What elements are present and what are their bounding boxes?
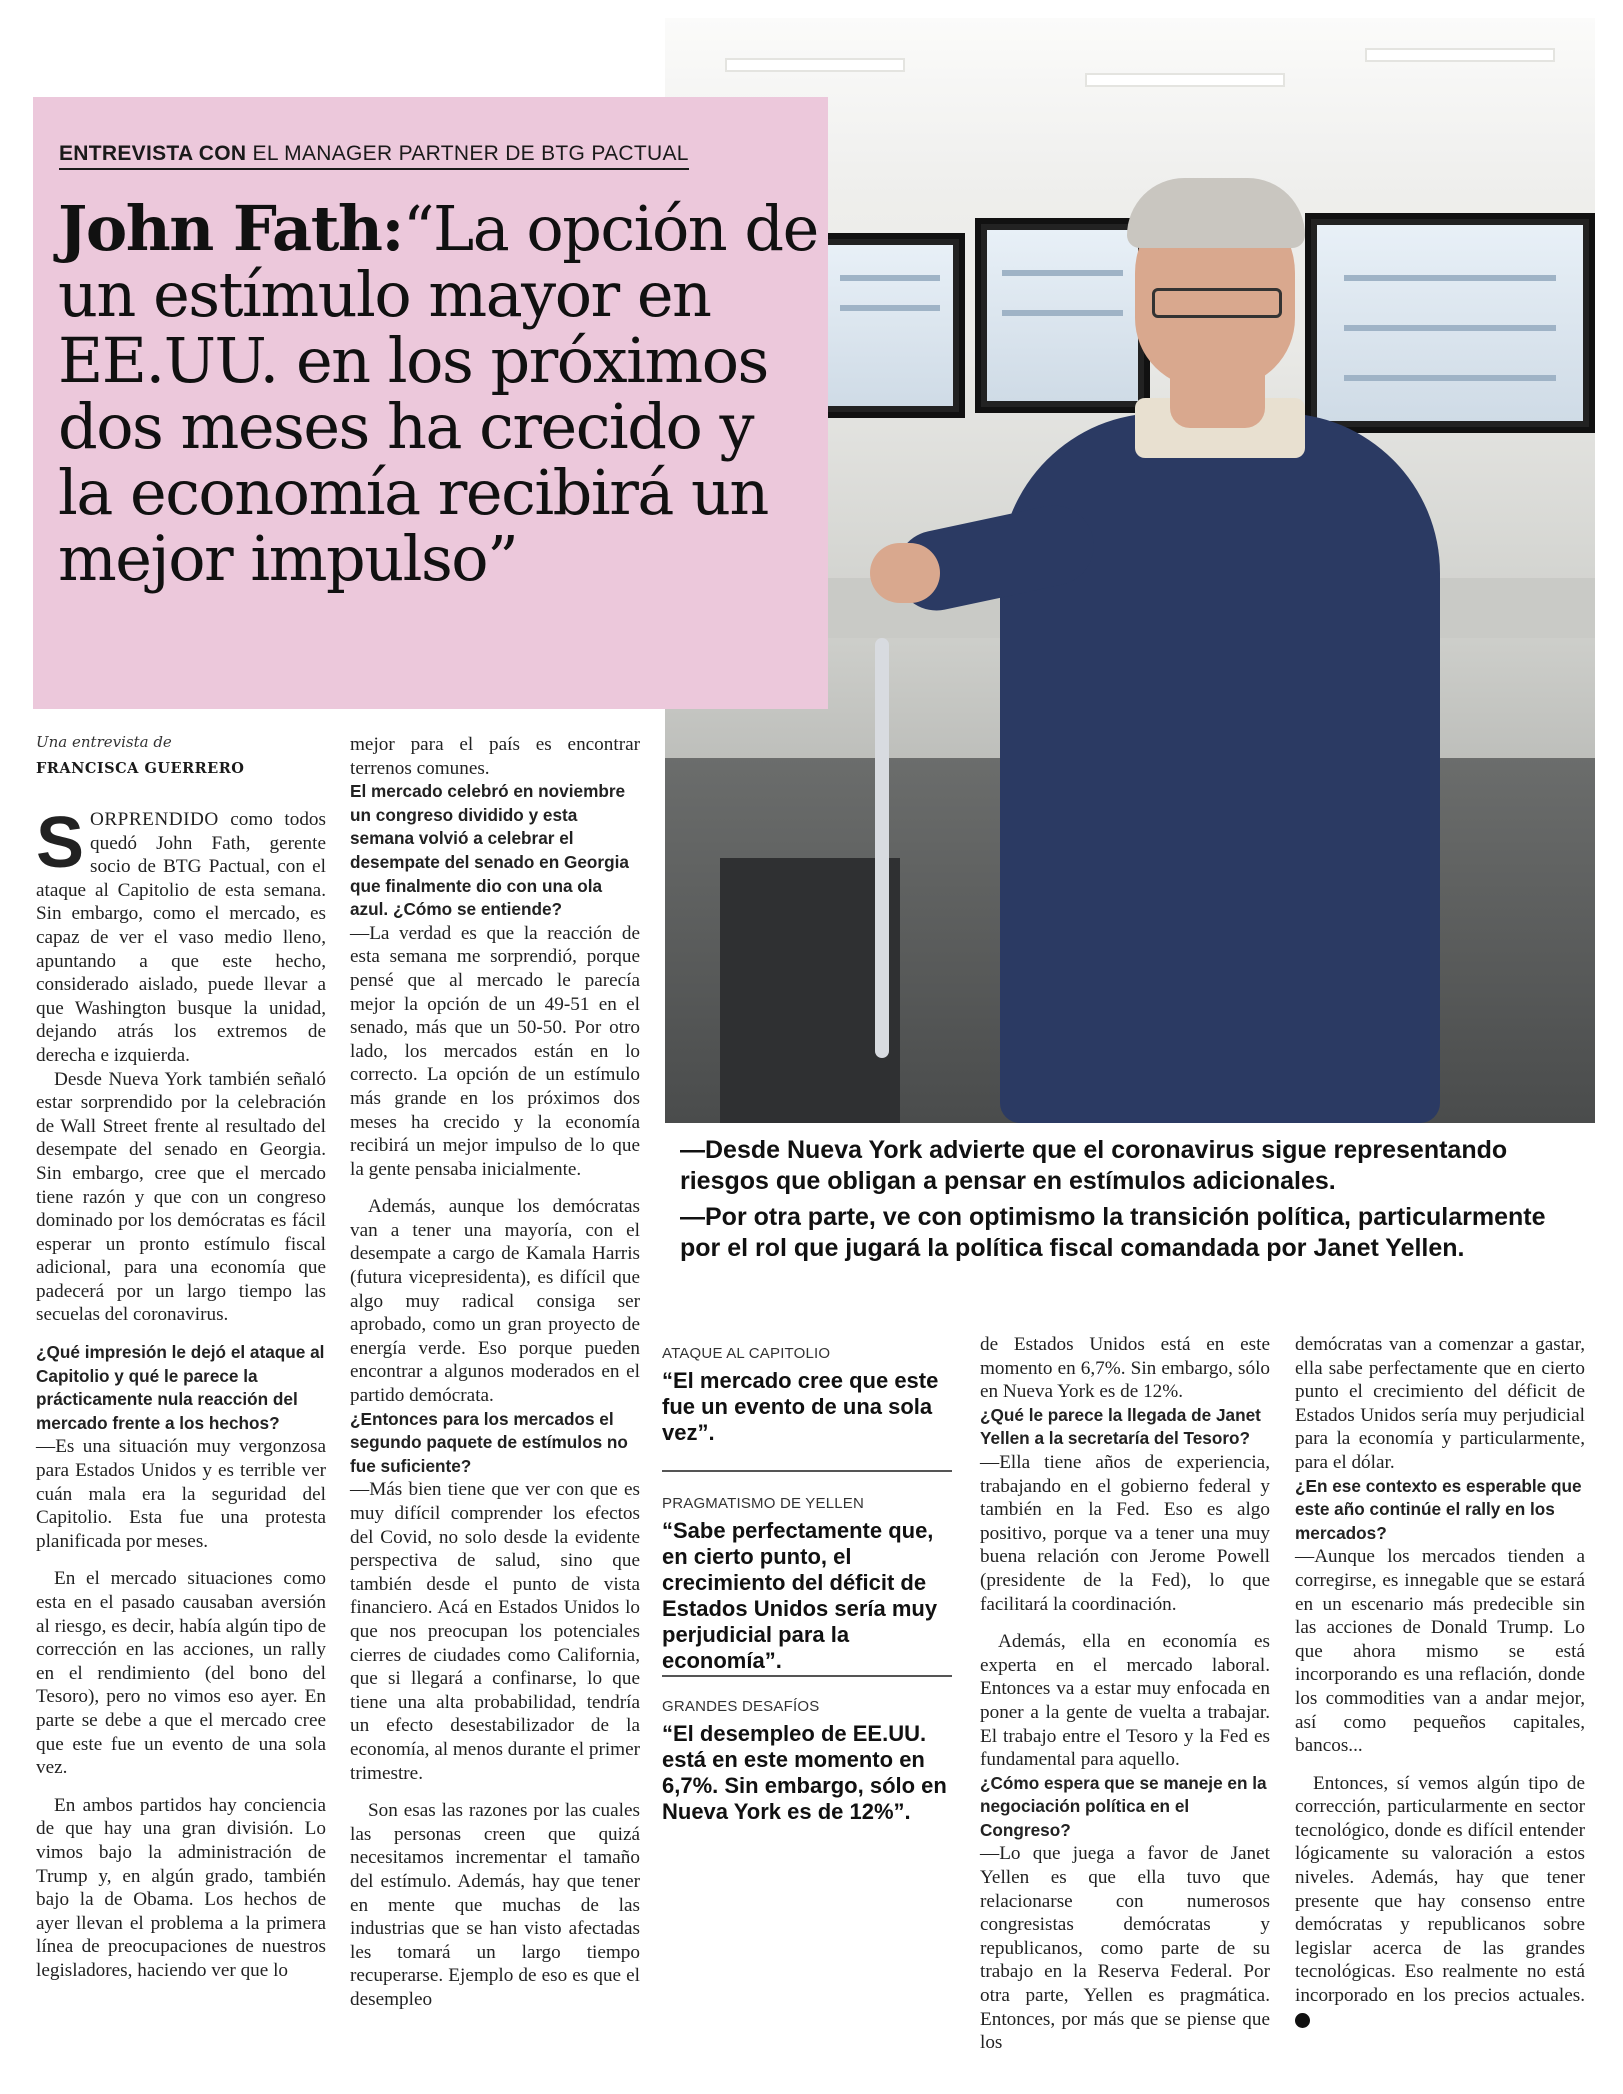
column-3 <box>980 1333 1270 2055</box>
column-4 <box>1295 1333 1585 2031</box>
pullquote-label: ATAQUE AL CAPITOLIO <box>662 1345 831 1362</box>
answer: —La verdad es que la reacción de esta semana me sorprendió, porque pensé que al mercado le parecía mejor la opción de un 49-51 en el senado, más que un 50-50. Por otro lado, los mercados están en lo correcto. La opción de un estímulo más grande en los próximos dos meses ha crecido y la economía recibirá un mejor impulso de lo que la gente pensaba inicialmente. <box>350 922 640 1180</box>
divider <box>662 1675 952 1677</box>
photo-caption <box>680 1135 1580 1269</box>
kicker <box>59 142 689 170</box>
answer: —Es una situación muy vergonzosa para Estados Unidos y es terrible ver cuán mala era la seguridad del Capitolio. Esta fue una protesta planificada por meses. <box>36 1436 326 1552</box>
monitor <box>975 218 1150 413</box>
paragraph: mejor para el país es encontrar terrenos comunes. <box>350 734 640 779</box>
end-mark-icon: P <box>1295 2013 1310 2028</box>
monitor <box>815 233 965 418</box>
pullquote-desafios <box>662 1698 952 1825</box>
headline-quote: “La opción de un estímulo mayor en EE.UU. en los próximos dos meses ha crecido y la economía recibirá un mejor impulso” <box>58 192 818 595</box>
kicker-bold: ENTREVISTA CON <box>59 142 247 165</box>
paragraph: Además, ella en economía es experta en el mercado laboral. Entonces va a estar muy enfocada en poner a la gente de vuelta a trabajar. El trabajo entre el Tesoro y la Fed es fundamental para aquello. <box>980 1631 1270 1771</box>
person-hand <box>870 543 940 603</box>
paragraph: de Estados Unidos está en este momento en 6,7%. Sin embargo, sólo en Nueva York es de 12%. <box>980 1334 1270 1403</box>
question: ¿En ese contexto es esperable que este año continúe el rally en los mercados? <box>1295 1475 1582 1543</box>
caption-line: —Por otra parte, ve con optimismo la transición política, particularmente por el rol que jugará la política fiscal comandada por Janet Yellen. <box>680 1203 1546 1262</box>
question: El mercado celebró en noviembre un congreso dividido y esta semana volvió a celebrar el desempate del senado en Georgia que finalmente dio con una ola azul. ¿Cómo se entiende? <box>350 781 629 920</box>
divider <box>662 1470 952 1472</box>
lead-paragraph <box>36 803 326 1068</box>
pullquote-label: GRANDES DESAFÍOS <box>662 1698 820 1715</box>
pullquote-text: “El desempleo de EE.UU. está en este momento en 6,7%. Sin embargo, sólo en Nueva York es de 12%”. <box>662 1721 947 1824</box>
paragraph: demócratas van a comenzar a gastar, ella sabe perfectamente que en cierto punto el crecimiento del déficit de Estados Unidos sería muy perjudicial para la economía y particularmente, para el dólar. <box>1295 1334 1585 1473</box>
answer: —Ella tiene años de experiencia, trabajando en el gobierno federal y también en la Fed. Eso es algo positivo, porque va a tener una muy buena relación con Jerome Powell (presidente de la Fed), lo que facilitará la coordinación. <box>980 1451 1270 1615</box>
cable <box>875 638 889 1058</box>
drop-cap: S <box>36 803 85 883</box>
question: ¿Entonces para los mercados el segundo paquete de estímulos no fue suficiente? <box>350 1408 628 1476</box>
headline-name: John Fath: <box>58 192 403 265</box>
question: ¿Qué impresión le dejó el ataque al Capitolio y qué le parece la prácticamente nula reacción del mercado frente a los hechos? <box>36 1342 325 1433</box>
paragraph: En el mercado situaciones como esta en el pasado causaban aversión al riesgo, es decir, había algún tipo de corrección en las acciones, un rally en el rendimiento (del bono del Tesoro), pero no vimos eso ayer. En parte se debe a que el mercado cree que este fue un evento de una sola vez. <box>36 1568 326 1779</box>
paragraph: En ambos partidos hay conciencia de que hay una gran división. Lo vimos bajo la administración de Trump y, en algún grado, también bajo la de Obama. Los hechos de ayer llevan el problema a la primera línea de preocupaciones de nuestros legisladores, haciendo ver que lo <box>36 1794 326 1981</box>
ceiling-light <box>1365 48 1555 62</box>
column-2 <box>350 733 640 2011</box>
paragraph: Desde Nueva York también señaló estar sorprendido por la celebración de Wall Street frente al resultado del desempate del senado en Georgia. Sin embargo, cree que el mercado tiene razón y que con un congreso dominado por los demócratas es fácil esperar un pronto estímulo fiscal adicional, para una economía que padecerá por un largo tiempo las secuelas del coronavirus. <box>36 1068 326 1326</box>
paragraph <box>1295 1772 1585 2032</box>
ceiling-light <box>1085 73 1285 87</box>
answer: —Más bien tiene que ver con que es muy difícil comprender los efectos del Covid, no solo desde la evidente perspectiva de salud, sino que también desde el punto de vista financiero. Acá en Estados Unidos lo que nos preocupan los potenciales cierres de ciudades como California, que si llegará a confinarse, lo que tiene una alta probabilidad, tendría un efecto desestabilizador de la economía, al menos durante el primer trimestre. <box>350 1479 640 1784</box>
paragraph: Además, aunque los demócratas van a tener una mayoría, con el desempate a cargo de Kamala Harris (futura vicepresidenta), es difícil que algo muy radical consiga ser aprobado, como un gran proyecto de energía verde. Eso porque pueden encontrar a algunos moderados en el partido demócrata. <box>350 1196 640 1407</box>
pullquote-text: “Sabe perfectamente que, en cierto punto, el crecimiento del déficit de Estados Unidos sería muy perjudicial para la economía”. <box>662 1518 938 1673</box>
glasses <box>1152 288 1282 318</box>
byline-author: FRANCISCA GUERRERO <box>36 760 245 777</box>
lead-text: como todos quedó John Fath, gerente socio de BTG Pactual, con el ataque al Capitolio de esta semana. Sin embargo, como el mercado, es capaz de ver el vaso medio lleno, apuntando a que este hecho, considerado aislado, puede llevar a que Washington busque la unidad, dejando atrás los extremos de derecha e izquierda. <box>36 809 326 1066</box>
caption-line: —Desde Nueva York advierte que el coronavirus sigue representando riesgos que obligan a pensar en estímulos adicionales. <box>680 1136 1508 1195</box>
paragraph: Son esas las razones por las cuales las personas creen que quizá necesitamos incrementar el tamaño del estímulo. Además, hay que tener en mente que muchas de las industrias que se han visto afectadas les tomará un largo tiempo recuperarse. Ejemplo de eso es que el desempleo <box>350 1800 640 2010</box>
pullquote-ataque <box>662 1345 952 1446</box>
pullquote-text: “El mercado cree que este fue un evento de una sola vez”. <box>662 1368 939 1445</box>
paragraph-text: Entonces, sí vemos algún tipo de corrección, particularmente en sector tecnológico, donde es difícil entender lógicamente su valoración a estos niveles. Además, hay que tener presente que hay consenso entre demócratas y republicanos sobre legislar acerca de las grandes tecnológicas. Eso realmente no está incorporado en los precios actuales. <box>1295 1772 1585 2007</box>
monitor <box>1305 213 1595 433</box>
answer: —Lo que juega a favor de Janet Yellen es que ella tuvo que relacionarse con numerosos congresistas demócratas y republicanos, como parte de su trabajo en la Reserva Federal. Por otra parte, Yellen es pragmática. Entonces, por más que se piense que los <box>980 1843 1270 2054</box>
ceiling-light <box>725 58 905 72</box>
lead-caps: ORPRENDIDO <box>90 809 219 830</box>
pullquote-yellen <box>662 1495 952 1674</box>
answer: —Aunque los mercados tienden a corregirse, es innegable que se estará en un escenario más predecible sin las acciones de Donald Trump. Lo que ahora mismo se está incorporando es una reflación, donde los commodities van a andar mejor, así como pequeños capitales, bancos... <box>1295 1546 1585 1757</box>
byline-intro: Una entrevista de <box>36 733 172 751</box>
headline <box>58 192 818 595</box>
pullquote-label: PRAGMATISMO DE YELLEN <box>662 1495 865 1512</box>
person-hair <box>1127 178 1305 248</box>
column-1 <box>36 803 326 1983</box>
question: ¿Qué le parece la llegada de Janet Yellen a la secretaría del Tesoro? <box>980 1404 1261 1449</box>
question: ¿Cómo espera que se maneje en la negociación política en el Congreso? <box>980 1772 1267 1840</box>
cabinet <box>720 858 900 1123</box>
kicker-rest: EL MANAGER PARTNER DE BTG PACTUAL <box>246 142 689 165</box>
